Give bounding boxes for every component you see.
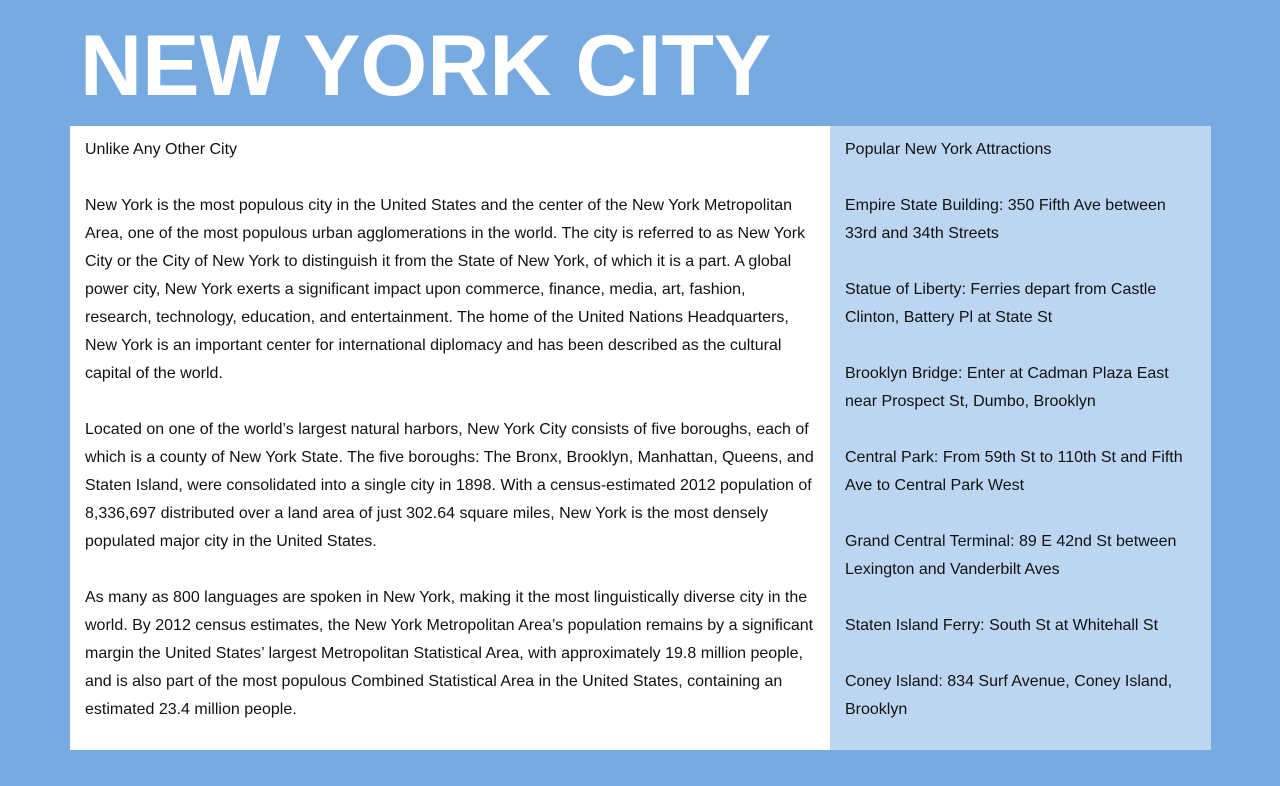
attraction-statue-of-liberty: Statue of Liberty: Ferries depart from Castle Clinton, Battery Pl at State St — [845, 281, 1157, 326]
main-content — [70, 126, 830, 750]
attraction-staten-island-ferry: Staten Island Ferry: South St at Whitehall St — [845, 617, 1159, 634]
main-paragraph-2: Located on one of the world’s largest natural harbors, New York City consists of five boroughs, each of which is a county of New York State. The five boroughs: The Bronx, Brooklyn, Manhattan, Queens, and Staten Island, were consolidated into a single city in 1898. With a census-estimated 2012 population of 8,336,697 distributed over a land area of just 302.64 square miles, New York is the most densely populated major city in the United States. — [85, 421, 814, 550]
attraction-brooklyn-bridge: Brooklyn Bridge: Enter at Cadman Plaza East near Prospect St, Dumbo, Brooklyn — [845, 365, 1169, 410]
sidebar-heading: Popular New York Attractions — [845, 141, 1052, 158]
attraction-list — [845, 192, 1196, 724]
attraction-central-park: Central Park: From 59th St to 110th St and Fifth Ave to Central Park West — [845, 449, 1183, 494]
main-paragraph-1: New York is the most populous city in the United States and the center of the New York Metropolitan Area, one of the most populous urban agglomerations in the world. The city is referred to as New York City or the City of New York to distinguish it from the State of New York, of which it is a part. A global power city, New York exerts a significant impact upon commerce, finance, media, art, fashion, research, technology, education, and entertainment. The home of the United Nations Headquarters, New York is an important center for international diplomacy and has been described as the cultural capital of the world. — [85, 197, 806, 382]
attractions-sidebar — [830, 126, 1211, 750]
page-title: NEW YORK CITY — [80, 18, 772, 114]
attraction-grand-central-terminal: Grand Central Terminal: 89 E 42nd St between Lexington and Vanderbilt Aves — [845, 533, 1177, 578]
attraction-coney-island: Coney Island: 834 Surf Avenue, Coney Island, Brooklyn — [845, 673, 1173, 718]
main-heading: Unlike Any Other City — [85, 141, 238, 158]
attraction-empire-state-building: Empire State Building: 350 Fifth Ave between 33rd and 34th Streets — [845, 197, 1166, 242]
main-paragraph-3: As many as 800 languages are spoken in New York, making it the most linguistically diverse city in the world. By 2012 census estimates, the New York Metropolitan Area’s population remains by a significant margin the United States’ largest Metropolitan Statistical Area, with approximately 19.8 million people, and is also part of the most populous Combined Statistical Area in the United States, containing an estimated 23.4 million people. — [85, 589, 814, 718]
